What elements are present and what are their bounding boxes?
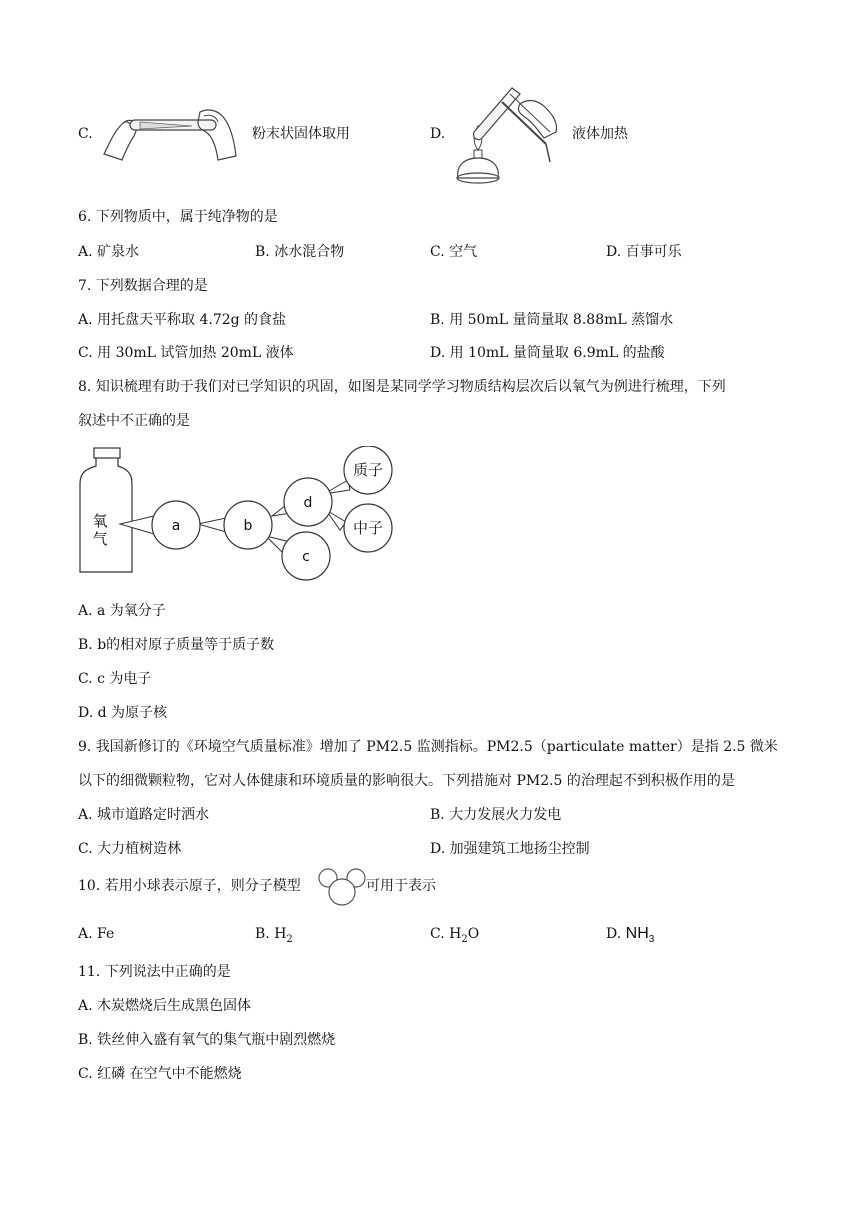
q8-stem-line-2: 叙述中不正确的是 (78, 413, 190, 429)
q10-option-c-prefix: C. H (430, 926, 462, 942)
node-a-label: a (171, 518, 181, 534)
q10-option-a: A. Fe (78, 926, 115, 942)
q7-option-d: D. 用 10mL 量筒量取 6.9mL 的盐酸 (430, 345, 665, 361)
q8-option-d: D. d 为原子核 (78, 705, 168, 721)
q10-option-c-suffix: O (467, 926, 480, 942)
q7-stem: 7. 下列数据合理的是 (78, 278, 208, 294)
node-b-label: b (243, 518, 253, 534)
q10-option-d (606, 924, 654, 950)
q10-option-b (255, 924, 293, 950)
q6-option-c: C. 空气 (430, 244, 478, 260)
proton-label: 质子 (352, 461, 384, 479)
q9-stem-line-2: 以下的细微颗粒物，它对人体健康和环境质量的影响很大。下列措施对 PM2.5 的治理起不到积极作用的是 (78, 773, 735, 789)
q8-option-c: C. c 为电子 (78, 671, 152, 687)
q11-stem: 11. 下列说法中正确的是 (78, 964, 231, 980)
q10-option-d-label: D. (606, 926, 622, 942)
q9-option-a: A. 城市道路定时洒水 (78, 807, 210, 823)
powder-transfer-illustration (100, 102, 240, 164)
q10-stem-before: 10. 若用小球表示原子，则分子模型 (78, 878, 301, 894)
callout-a-to-b (198, 518, 226, 532)
node-c-label: c (302, 549, 310, 565)
q5-option-d-label: D. (430, 126, 446, 142)
q5-option-c-label: C. (78, 126, 93, 142)
q6-stem: 6. 下列物质中，属于纯净物的是 (78, 209, 278, 225)
q10-option-c-subscript: 2 (461, 933, 468, 945)
q10-option-b-subscript: 2 (286, 933, 293, 945)
q9-option-b: B. 大力发展火力发电 (430, 807, 562, 823)
q6-option-a: A. 矿泉水 (78, 244, 140, 260)
q5-option-d-caption: 液体加热 (572, 126, 628, 142)
bottle-label-char-1: 氧 (92, 512, 108, 530)
q8-stem-line-1: 8. 知识梳理有助于我们对已学知识的巩固，如图是某同学学习物质结构层次后以氧气为例进行梳理，下列 (78, 379, 726, 395)
q7-option-a: A. 用托盘天平称取 4.72g 的食盐 (78, 312, 287, 328)
q10-stem-after: 可用于表示 (366, 878, 436, 894)
q10-option-d-formula: NH (625, 925, 649, 942)
oxygen-bottle (80, 448, 132, 572)
q7-option-b: B. 用 50mL 量筒量取 8.88mL 蒸馏水 (430, 312, 674, 328)
q8-option-b: B. b的相对原子质量等于质子数 (78, 637, 275, 653)
bottle-label-char-2: 气 (92, 530, 108, 548)
q11-option-c: C. 红磷 在空气中不能燃烧 (78, 1066, 242, 1082)
q7-option-c: C. 用 30mL 试管加热 20mL 液体 (78, 345, 294, 361)
liquid-heating-illustration (450, 82, 562, 190)
q9-stem-line-1: 9. 我国新修订的《环境空气质量标准》增加了 PM2.5 监测指标。PM2.5（particulate matter）是指 2.5 微米 (78, 739, 778, 755)
callout-bottle-to-a (120, 516, 154, 534)
q9-option-c: C. 大力植树造林 (78, 841, 182, 857)
q6-option-b: B. 冰水混合物 (255, 244, 345, 260)
q11-option-b: B. 铁丝伸入盛有氧气的集气瓶中剧烈燃烧 (78, 1032, 336, 1048)
q9-option-d: D. 加强建筑工地扬尘控制 (430, 841, 590, 857)
q11-option-a: A. 木炭燃烧后生成黑色固体 (78, 998, 252, 1014)
q10-option-d-subscript: 3 (648, 933, 655, 945)
q8-option-a: A. a 为氧分子 (78, 603, 166, 619)
q6-option-d: D. 百事可乐 (606, 244, 682, 260)
node-d-label: d (303, 495, 313, 511)
neutron-label: 中子 (352, 519, 384, 537)
q5-option-c-caption: 粉末状固体取用 (252, 126, 350, 142)
oxygen-structure-diagram (76, 446, 406, 584)
q10-option-c (430, 924, 479, 950)
q10-option-b-prefix: B. H (255, 926, 287, 942)
molecule-model-icon (316, 866, 368, 908)
